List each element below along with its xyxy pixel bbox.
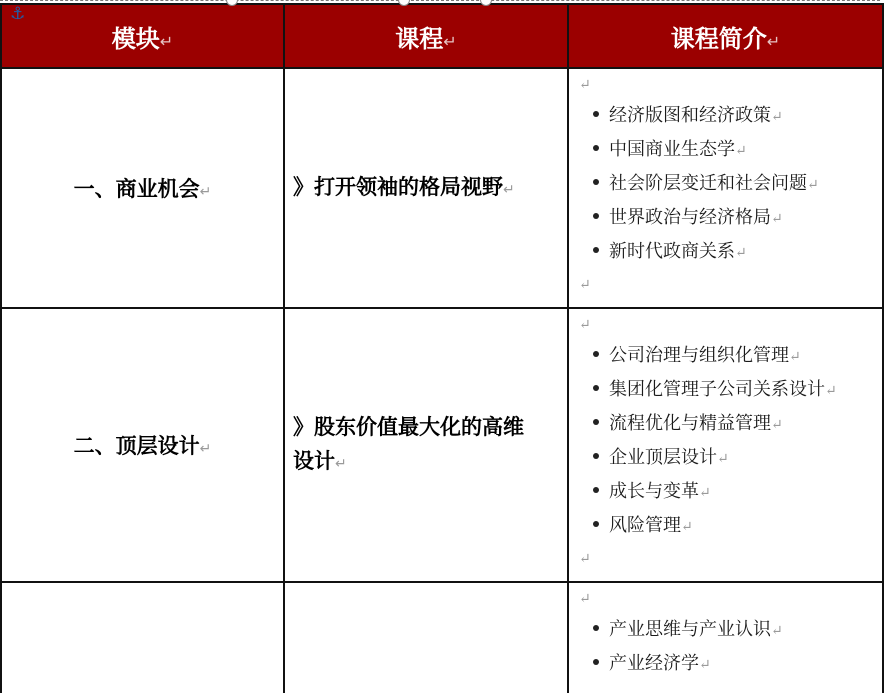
bullet-dot-icon	[593, 659, 599, 665]
paragraph-mark-icon: ↵	[579, 277, 591, 293]
course-cell[interactable]	[284, 582, 568, 693]
paragraph-mark-icon: ↵	[199, 441, 212, 457]
list-item: 流程优化与精益管理↵	[579, 407, 882, 441]
paragraph-mark-icon: ↵	[579, 591, 591, 607]
module-cell[interactable]	[1, 582, 284, 693]
list-item: 集团化管理子公司关系设计↵	[579, 373, 882, 407]
bullet-dot-icon	[593, 385, 599, 391]
list-item: 产业思维与产业认识↵	[579, 613, 882, 647]
paragraph-mark-icon: ↵	[579, 317, 591, 333]
bullet-dot-icon	[593, 419, 599, 425]
paragraph-mark-icon: ↵	[503, 181, 515, 198]
list-item: 中国商业生态学↵	[579, 133, 882, 167]
list-item: 风险管理↵	[579, 509, 882, 543]
intro-cell[interactable]	[568, 68, 883, 308]
paragraph-mark-icon: ↵	[335, 455, 347, 472]
paragraph-mark-icon: ↵	[199, 184, 212, 200]
paragraph-mark-icon: ↵	[579, 77, 591, 93]
bullet-dot-icon	[593, 625, 599, 631]
list-item: 产业经济学↵	[579, 647, 882, 681]
table-selection-outline	[0, 0, 880, 3]
header-intro: 课程简介↵	[568, 4, 883, 68]
intro-cell[interactable]	[568, 308, 883, 582]
bullet-dot-icon	[593, 247, 599, 253]
paragraph-mark-icon: ↵	[443, 31, 457, 51]
table-row	[1, 68, 883, 308]
intro-list	[579, 339, 882, 543]
paragraph-mark-icon: ↵	[766, 31, 781, 51]
bullet-dot-icon	[593, 111, 599, 117]
list-item: 经济版图和经济政策↵	[579, 99, 882, 133]
course-table	[0, 3, 884, 693]
bullet-dot-icon	[593, 213, 599, 219]
list-item: 世界政治与经济格局↵	[579, 201, 882, 235]
bullet-dot-icon	[593, 351, 599, 357]
intro-cell[interactable]	[568, 582, 883, 693]
list-item: 新时代政商关系↵	[579, 235, 882, 269]
list-item: 企业顶层设计↵	[579, 441, 882, 475]
paragraph-mark-icon: ↵	[579, 551, 591, 567]
list-item: 成长与变革↵	[579, 475, 882, 509]
list-item: 公司治理与组织化管理↵	[579, 339, 882, 373]
bullet-dot-icon	[593, 179, 599, 185]
course-cell[interactable]: 》股东价值最大化的高维 设计↵	[284, 308, 568, 582]
bullet-dot-icon	[593, 145, 599, 151]
anchor-icon[interactable]: ⚓	[10, 4, 26, 24]
header-module: 模块↵	[1, 4, 284, 68]
module-cell[interactable]: 二、顶层设计↵	[1, 308, 284, 582]
module-cell[interactable]: 一、商业机会↵	[1, 68, 284, 308]
bullet-dot-icon	[593, 453, 599, 459]
table-row	[1, 582, 883, 693]
list-item: 社会阶层变迁和社会问题↵	[579, 167, 882, 201]
bullet-dot-icon	[593, 487, 599, 493]
bullet-dot-icon	[593, 521, 599, 527]
table-row	[1, 308, 883, 582]
intro-list	[579, 99, 882, 269]
table-header-row	[1, 4, 883, 68]
course-cell[interactable]: 》打开领袖的格局视野↵	[284, 68, 568, 308]
header-course: 课程↵	[284, 4, 568, 68]
intro-list	[579, 613, 882, 681]
paragraph-mark-icon: ↵	[159, 31, 174, 51]
